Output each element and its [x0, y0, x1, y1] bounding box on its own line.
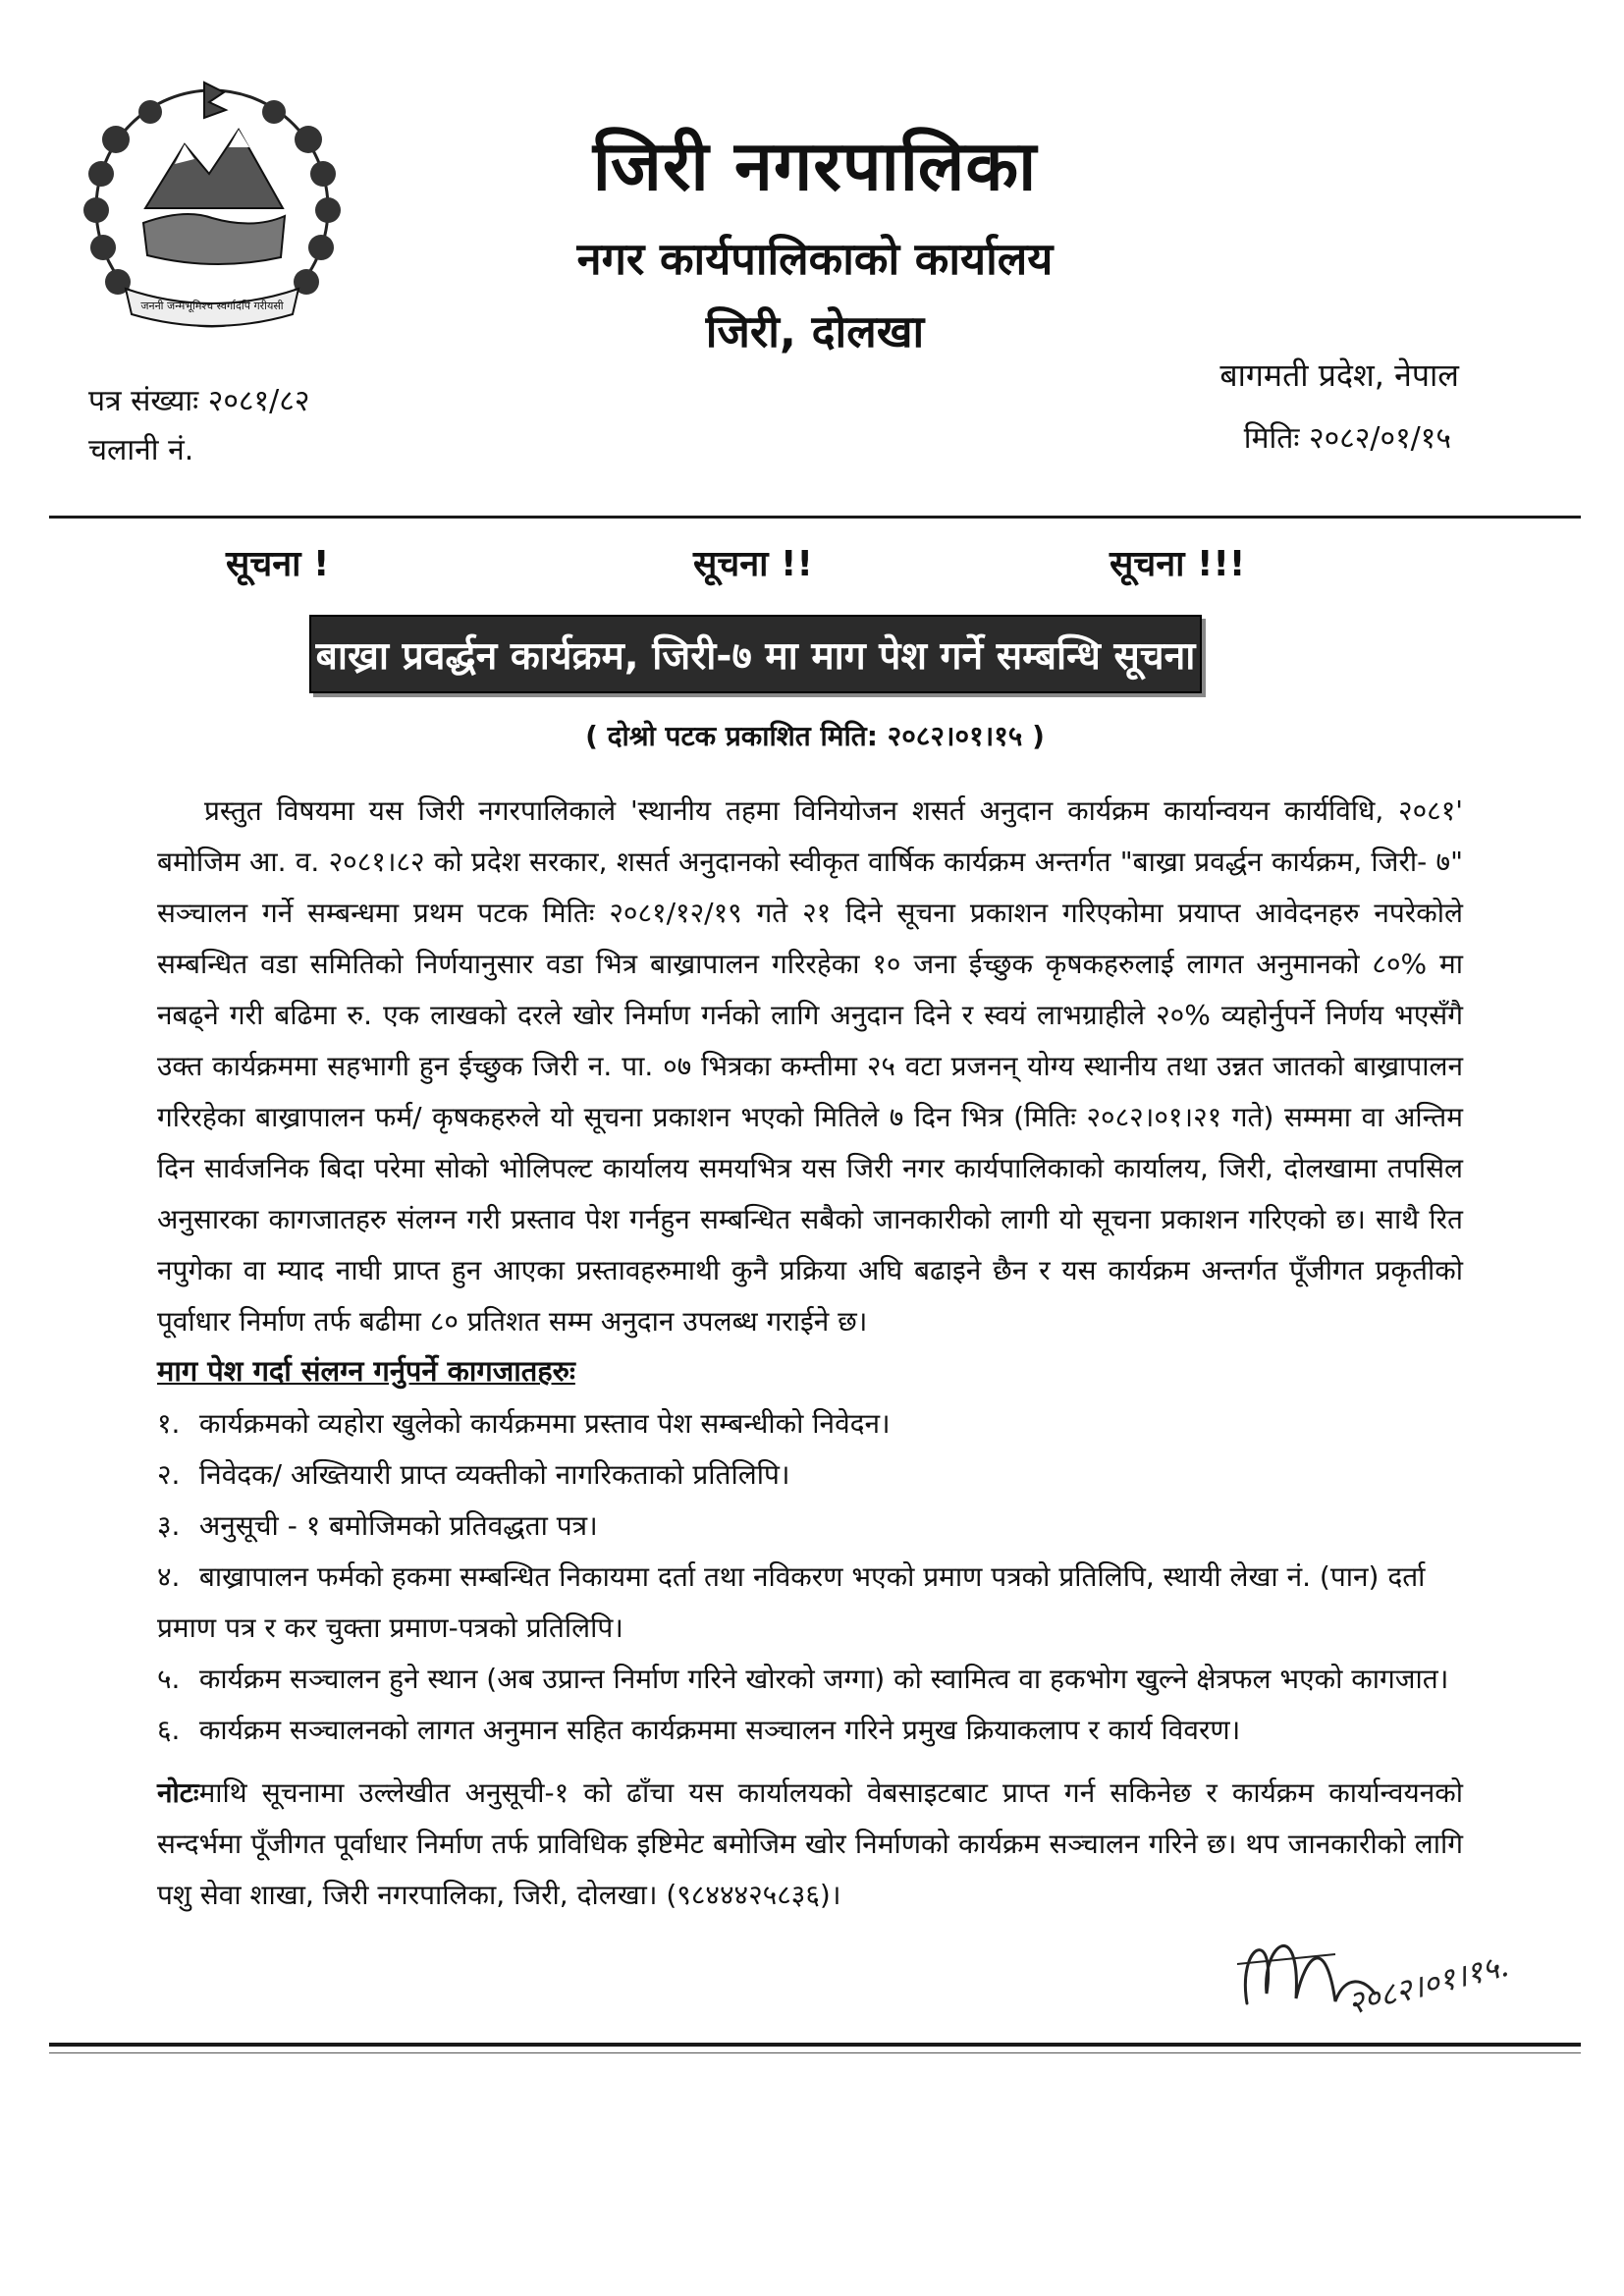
list-item-text: बाख्रापालन फर्मको हकमा सम्बन्धित निकायमा दर्ता तथा नविकरण भएको प्रमाण पत्रको प्रतिलिपि, स्थायी लेखा नं. (पान) दर्ता प्रमाण पत्र र कर चुक्ता प्रमाण-पत्रको प्रतिलिपि।	[157, 1560, 1426, 1644]
letter-number: पत्र संख्याः २०८१/८२	[88, 384, 310, 418]
list-item-text: अनुसूची - १ बमोजिमको प्रतिवद्धता पत्र।	[198, 1509, 598, 1542]
list-item-number: २.	[157, 1458, 181, 1491]
notice-body: प्रस्तुत विषयमा यस जिरी नगरपालिकाले 'स्थानीय तहमा विनियोजन शसर्त अनुदान कार्यक्रम कार्यान्वयन कार्यविधि, २०८१' बमोजिम आ. व. २०८१।८२ को प्रदेश सरकार, शसर्त अनुदानको स्वीकृत वार्षिक कार्यक्रम अन्तर्गत "बाख्रा प्रवर्द्धन कार्यक्रम, जिरी- ७" सञ्चालन गर्ने सम्बन्धमा प्रथम पटक मितिः २०८१/१२/१९ गते २१ दिने सूचना प्रकाशन गरिएकोमा प्रयाप्त आवेदनहरु नपरेकोले सम्बन्धित वडा समितिको निर्णयानुसार वडा भित्र बाख्रापालन गरिरहेका १० जना ईच्छुक कृषकहरुलाई लागत अनुमानको ८०% मा नबढ्ने गरी बढिमा रु. एक लाखको दरले खोर निर्माण गर्नको लागि अनुदान दिने र स्वयं लाभग्राहीले २०% व्यहोर्नुपर्ने निर्णय भएसँगै उक्त कार्यक्रममा सहभागी हुन ईच्छुक जिरी न. पा. ०७ भित्रका कम्तीमा २५ वटा प्रजनन् योग्य स्थानीय तथा उन्नत जातको बाख्रापालन गरिरहेका बाख्रापालन फर्म/ कृषकहरुले यो सूचना प्रकाशन भएको मितिले ७ दिन भित्र (मितिः २०८२।०१।२१ गते) सम्ममा वा अन्तिम दिन सार्वजनिक बिदा परेमा सोको भोलिपल्ट कार्यालय समयभित्र यस जिरी नगर कार्यपालिकाको कार्यालय, जिरी, दोलखामा तपसिल अनुसारका कागजातहरु संलग्न गरी प्रस्ताव पेश गर्नहुन सम्बन्धित सबैको जानकारीको लागी यो सूचना प्रकाशन गरिएको छ। साथै रित नपुगेका वा म्याद नाघी प्राप्त हुन आएका प्रस्तावहरुमाथी कुनै प्रक्रिया अघि बढाइने छैन र यस कार्यक्रम अन्तर्गत पूँजीगत प्रकृतीको पूर्वाधार निर्माण तर्फ बढीमा ८० प्रतिशत सम्म अनुदान उपलब्ध गराईने छ।	[157, 794, 1463, 1338]
footer-divider-thin	[49, 2052, 1581, 2053]
signature-date: २०८२।०१।१५.	[1343, 1945, 1513, 2023]
list-item	[157, 1552, 1463, 1654]
notice-banner-text: बाख्रा प्रवर्द्धन कार्यक्रम, जिरी-७ मा माग पेश गर्ने सम्बन्धि सूचना	[315, 633, 1196, 679]
list-item	[157, 1501, 1463, 1552]
municipality-title: जिरी नगरपालिका	[592, 126, 1038, 206]
notice-banner	[309, 615, 1202, 693]
handwritten-signature-icon	[1218, 1886, 1551, 2023]
footer-divider	[49, 2043, 1581, 2047]
notice-label-2: सूचना !!	[693, 544, 813, 584]
notice-label-1: सूचना !	[226, 544, 330, 584]
notice-label-3: सूचना !!!	[1110, 544, 1246, 584]
list-item-text: कार्यक्रम सञ्चालन हुने स्थान (अब उप्रान्त निर्माण गरिने खोरको जग्गा) को स्वामित्व वा हकभोग खुल्ने क्षेत्रफल भएको कागजात।	[198, 1663, 1449, 1695]
letter-date: मितिः २०८२/०१/१५	[1243, 421, 1451, 456]
nepal-coat-of-arms-icon	[57, 61, 367, 346]
list-item-text: निवेदक/ अख्तियारी प्राप्त व्यक्तीको नागरिकताको प्रतिलिपि।	[198, 1458, 790, 1491]
list-item	[157, 1654, 1463, 1705]
list-item-number: ४.	[157, 1560, 181, 1593]
dispatch-number: चलानी नं.	[88, 433, 194, 467]
list-item-number: ५.	[157, 1663, 181, 1695]
list-item-number: ६.	[157, 1714, 181, 1746]
documents-list	[157, 1398, 1463, 1756]
list-item	[157, 1449, 1463, 1501]
list-item	[157, 1705, 1463, 1756]
province: बागमती प्रदेश, नेपाल	[1219, 356, 1459, 394]
list-item	[157, 1398, 1463, 1449]
list-item-text: कार्यक्रमको व्यहोरा खुलेको कार्यक्रममा प्रस्ताव पेश सम्बन्धीको निवेदन।	[198, 1407, 891, 1440]
list-item-text: कार्यक्रम सञ्चालनको लागत अनुमान सहित कार्यक्रममा सञ्चालन गरिने प्रमुख क्रियाकलाप र कार्य विवरण।	[198, 1714, 1241, 1746]
documents-heading: माग पेश गर्दा संलग्न गर्नुपर्ने कागजातहरुः	[157, 1354, 575, 1388]
publish-date-line: ( दोश्रो पटक प्रकाशित मिति: २०८२।०१।१५ )	[585, 720, 1045, 752]
list-item-number: १.	[157, 1407, 181, 1440]
header-divider	[49, 516, 1581, 519]
note-text: माथि सूचनामा उल्लेखीत अनुसूची-१ को ढाँचा यस कार्यालयको वेबसाइटबाट प्राप्त गर्न सकिनेछ र कार्यक्रम कार्यान्वयनको सन्दर्भमा पूँजीगत पूर्वाधार निर्माण तर्फ प्राविधिक इष्टिमेट बमोजिम खोर निर्माणको कार्यक्रम सञ्चालन गरिने छ। थप जानकारीको लागि पशु सेवा शाखा, जिरी नगरपालिका, जिरी, दोलखा। (९८४४४२५८३६)।	[157, 1777, 1463, 1911]
note-label: नोटः	[157, 1777, 199, 1809]
office-subtitle: नगर कार्यपालिकाको कार्यालय	[576, 233, 1054, 285]
emblem-motto: जननी जन्मभूमिश्च स्वर्गादपि गरीयसी	[140, 300, 284, 312]
list-item-number: ३.	[157, 1509, 181, 1542]
office-location: जिरी, दोलखा	[705, 305, 925, 357]
